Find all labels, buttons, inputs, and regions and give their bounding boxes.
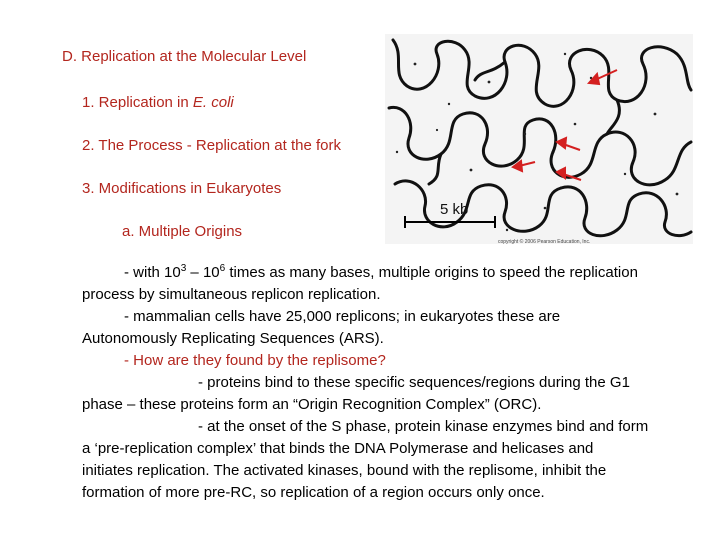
outline-item-2: 2. The Process - Replication at the fork (82, 137, 342, 154)
outline-item-1-text: 1. Replication in (82, 94, 193, 111)
body-line-1 (124, 262, 638, 283)
body-line-8: - at the onset of the S phase, protein kinase enzymes bind and form (198, 418, 649, 435)
copyright-notice: copyright © 2006 Pearson Education, Inc. (498, 239, 591, 245)
body-line-7: phase – these proteins form an “Origin Recognition Complex” (ORC). (82, 396, 542, 413)
exponent-6: 6 (219, 263, 226, 274)
micrograph-drawing (385, 34, 693, 244)
body-line-3: - mammalian cells have 25,000 replicons; in eukaryotes these are (124, 308, 561, 325)
section-heading: D. Replication at the Molecular Level (62, 48, 307, 65)
body-line-11: formation of more pre-RC, so replication of a region occurs only once. (82, 484, 545, 501)
body-line-10: initiates replication. The activated kinases, bound with the replisome, inhibit the (82, 462, 607, 479)
scale-bar-label: 5 kb (440, 201, 469, 218)
body-question: - How are they found by the replisome? (124, 352, 386, 369)
exponent-3: 3 (180, 263, 187, 274)
body-line-9: a ‘pre-replication complex’ that binds the DNA Polymerase and helicases and (82, 440, 594, 457)
body-line-2: process by simultaneous replicon replication. (82, 286, 381, 303)
body-line-1-a: - with 10 (124, 264, 181, 281)
body-line-4: Autonomously Replicating Sequences (ARS). (82, 330, 384, 347)
red-arrows (513, 70, 617, 180)
outline-item-3: 3. Modifications in Eukaryotes (82, 180, 282, 197)
body-line-1-b: – 10 (186, 264, 220, 281)
outline-item-1-italic: E. coli (192, 94, 234, 111)
outline-item-3a: a. Multiple Origins (122, 223, 243, 240)
outline-item-1 (82, 92, 234, 113)
body-line-1-c: times as many bases, multiple origins to speed the replication (225, 264, 638, 281)
body-line-6: - proteins bind to these specific sequences/regions during the G1 (198, 374, 630, 391)
electron-micrograph (385, 34, 693, 244)
